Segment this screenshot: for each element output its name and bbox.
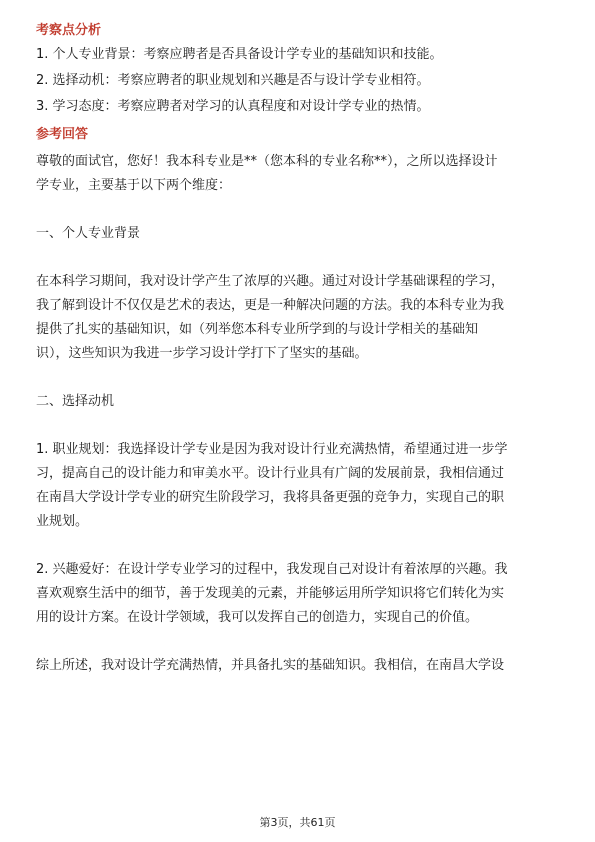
answer-title: 参考回答 bbox=[36, 127, 89, 142]
section1-body bbox=[36, 270, 563, 366]
text-line: 喜欢观察生活中的细节，善于发现美的元素，并能够运用所学知识将它们转化为实 bbox=[36, 586, 505, 601]
section2-heading: 二、选择动机 bbox=[36, 394, 115, 409]
text-line: 尊敬的面试官，您好！我本科专业是**（您本科的专业名称**），之所以选择设计 bbox=[36, 154, 498, 169]
section1-heading: 一、个人专业背景 bbox=[36, 226, 141, 241]
analysis-point: 2. 选择动机：考察应聘者的职业规划和兴趣是否与设计学专业相符。 bbox=[36, 73, 430, 88]
document-page bbox=[36, 22, 563, 678]
conclusion-paragraph bbox=[36, 654, 563, 678]
text-line: 学专业，主要基于以下两个维度： bbox=[36, 178, 232, 193]
analysis-point: 1. 个人专业背景：考察应聘者是否具备设计学专业的基础知识和技能。 bbox=[36, 47, 443, 62]
text-line: 业规划。 bbox=[36, 514, 89, 529]
answer-intro bbox=[36, 150, 563, 198]
page-footer: 第3页，共61页 bbox=[259, 816, 336, 829]
text-line: 识），这些知识为我进一步学习设计学打下了坚实的基础。 bbox=[36, 346, 368, 361]
analysis-point: 3. 学习态度：考察应聘者对学习的认真程度和对设计学专业的热情。 bbox=[36, 99, 430, 114]
text-line: 综上所述，我对设计学充满热情，并具备扎实的基础知识。我相信，在南昌大学设 bbox=[36, 658, 505, 673]
text-line: 用的设计方案。在设计学领域，我可以发挥自己的创造力，实现自己的价值。 bbox=[36, 610, 479, 625]
text-line: 我了解到设计不仅仅是艺术的表达，更是一种解决问题的方法。我的本科专业为我 bbox=[36, 298, 505, 313]
text-line: 习，提高自己的设计能力和审美水平。设计行业具有广阔的发展前景，我相信通过 bbox=[36, 466, 505, 481]
text-line: 2. 兴趣爱好：在设计学专业学习的过程中，我发现自己对设计有着浓厚的兴趣。我 bbox=[36, 562, 508, 577]
text-line: 在南昌大学设计学专业的研究生阶段学习，我将具备更强的竞争力，实现自己的职 bbox=[36, 490, 505, 505]
section2-paragraph-interest bbox=[36, 558, 563, 630]
text-line: 1. 职业规划：我选择设计学专业是因为我对设计行业充满热情，希望通过进一步学 bbox=[36, 442, 508, 457]
analysis-title: 考察点分析 bbox=[36, 23, 102, 38]
section2-paragraph-career bbox=[36, 438, 563, 534]
text-line: 在本科学习期间，我对设计学产生了浓厚的兴趣。通过对设计学基础课程的学习， bbox=[36, 274, 505, 289]
text-line: 提供了扎实的基础知识，如（列举您本科专业所学到的与设计学相关的基础知 bbox=[36, 322, 479, 337]
